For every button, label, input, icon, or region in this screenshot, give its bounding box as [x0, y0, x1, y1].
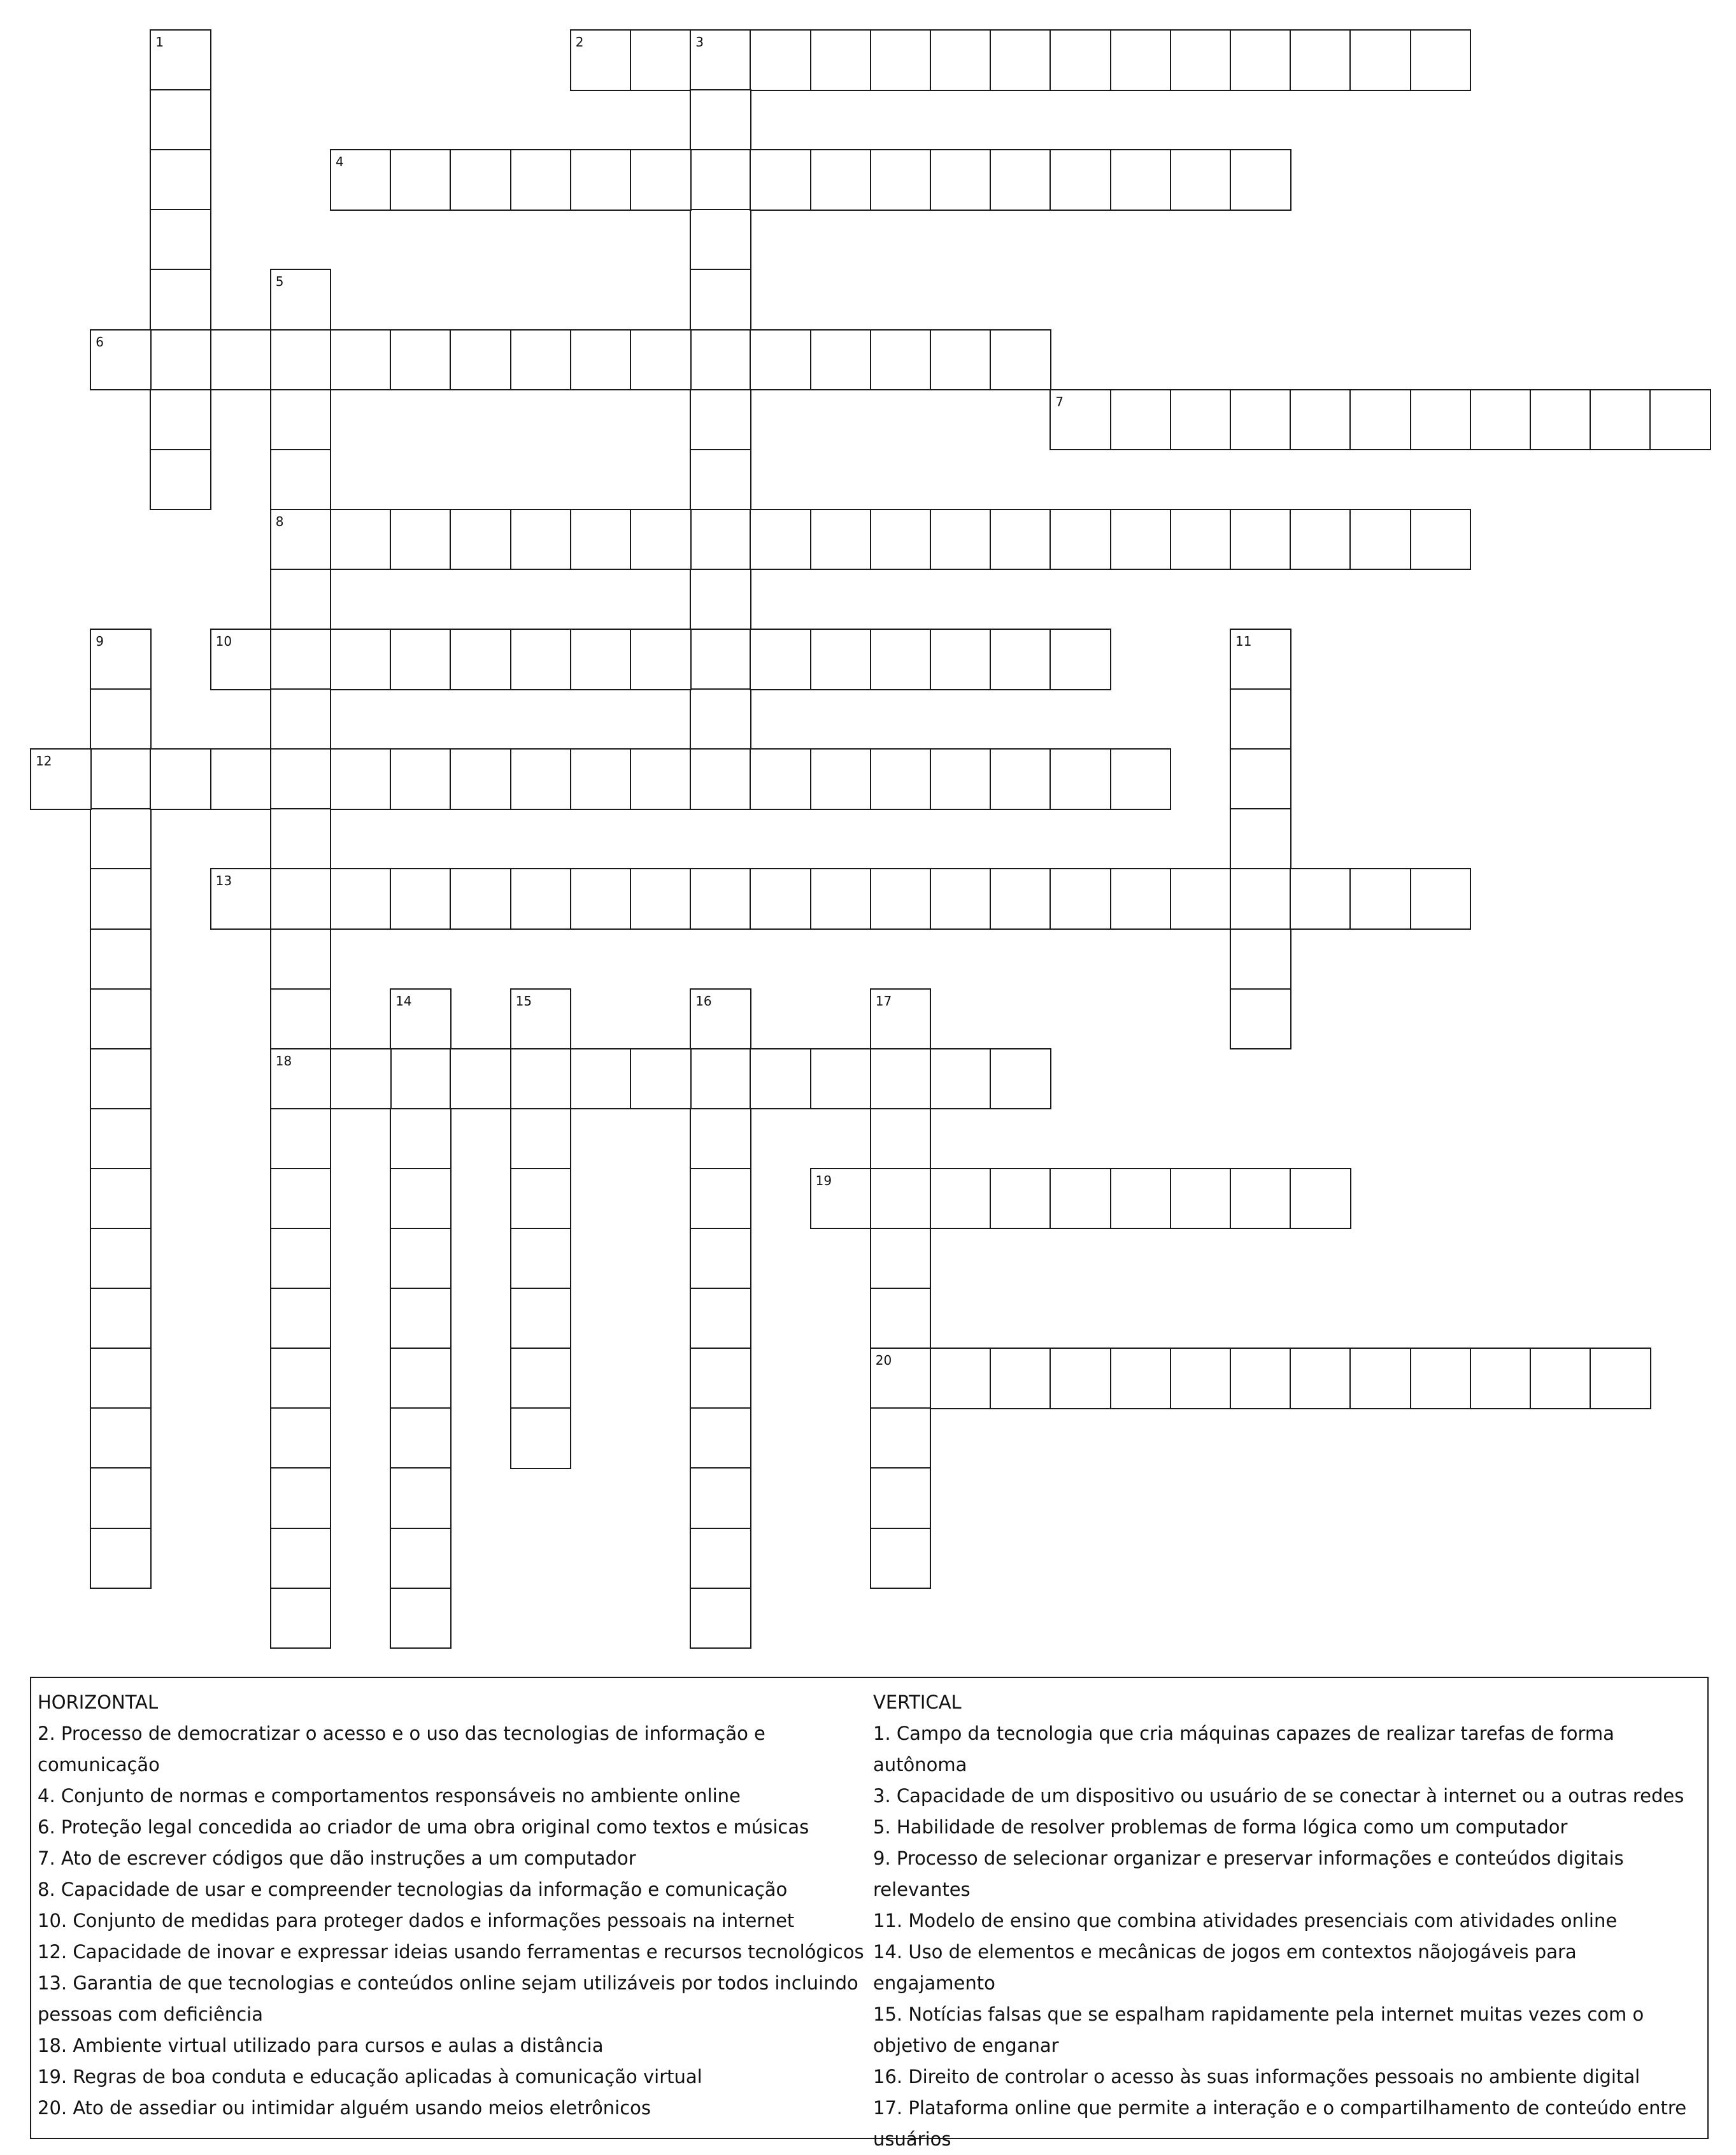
grid-cell[interactable]	[990, 748, 1051, 810]
grid-cell[interactable]	[930, 1168, 992, 1230]
grid-cell[interactable]	[870, 1228, 932, 1290]
grid-cell[interactable]	[390, 629, 452, 690]
grid-cell[interactable]	[570, 329, 632, 391]
grid-cell[interactable]	[870, 1467, 932, 1529]
down-clue: 14. Uso de elementos e mecânicas de jogos em contextos nãojogáveis para engajamento	[873, 1941, 1577, 1994]
grid-cell[interactable]	[90, 748, 152, 810]
clue-number-label: 1	[155, 34, 164, 50]
clue-number-label: 15	[515, 993, 532, 1009]
grid-cell[interactable]	[690, 748, 751, 810]
grid-cell[interactable]	[1110, 29, 1172, 91]
grid-cell[interactable]	[1049, 868, 1111, 930]
grid-cell[interactable]	[690, 1588, 751, 1649]
grid-cell[interactable]	[990, 1348, 1051, 1409]
clue-number-label: 18	[275, 1053, 292, 1069]
grid-cell[interactable]	[150, 149, 211, 211]
grid-cell[interactable]	[1110, 1168, 1172, 1230]
grid-cell[interactable]	[1049, 149, 1111, 211]
grid-cell[interactable]	[690, 1407, 751, 1469]
across-clue: 20. Ato de assediar ou intimidar alguém usando meios eletrônicos	[38, 2097, 651, 2119]
grid-cell[interactable]	[810, 1048, 872, 1110]
down-clue: 1. Campo da tecnologia que cria máquinas capazes de realizar tarefas de forma autônoma	[873, 1723, 1614, 1775]
grid-cell[interactable]	[210, 748, 272, 810]
grid-cell[interactable]	[90, 688, 152, 750]
grid-cell[interactable]	[630, 509, 692, 571]
grid-cell[interactable]	[870, 1048, 932, 1110]
grid-cell[interactable]	[1049, 1168, 1111, 1230]
grid-cell[interactable]	[1530, 389, 1591, 451]
grid-cell[interactable]	[930, 1348, 992, 1409]
across-clue: 10. Conjunto de medidas para proteger dados e informações pessoais na internet	[38, 1910, 795, 1931]
across-clues-column	[38, 1687, 865, 2124]
grid-cell[interactable]	[150, 748, 211, 810]
grid-cell[interactable]	[1110, 149, 1172, 211]
grid-cell[interactable]	[990, 1048, 1051, 1110]
clue-number-label: 2	[575, 34, 584, 50]
grid-cell[interactable]	[510, 1288, 572, 1349]
grid-cell[interactable]	[90, 1467, 152, 1529]
grid-cell[interactable]	[330, 868, 392, 930]
grid-cell[interactable]	[1110, 748, 1172, 810]
grid-cell[interactable]	[450, 868, 511, 930]
grid-cell[interactable]	[450, 149, 511, 211]
grid-cell[interactable]	[270, 449, 332, 511]
grid-cell[interactable]	[1230, 389, 1291, 451]
grid-cell[interactable]	[1170, 149, 1232, 211]
grid-cell[interactable]	[510, 629, 572, 690]
grid-cell[interactable]	[90, 1348, 152, 1409]
across-clue: 19. Regras de boa conduta e educação aplicadas à comunicação virtual	[38, 2066, 702, 2087]
grid-cell[interactable]	[990, 149, 1051, 211]
grid-cell[interactable]	[810, 748, 872, 810]
grid-cell[interactable]	[570, 629, 632, 690]
across-clue: 12. Capacidade de inovar e expressar ideias usando ferramentas e recursos tecnológicos	[38, 1941, 864, 1963]
grid-cell[interactable]	[210, 329, 272, 391]
grid-cell[interactable]	[1349, 868, 1411, 930]
grid-cell[interactable]	[690, 868, 751, 930]
grid-cell[interactable]	[450, 329, 511, 391]
grid-cell[interactable]	[510, 1348, 572, 1409]
grid-cell[interactable]	[870, 1407, 932, 1469]
clues-box	[30, 1677, 1709, 2150]
grid-cell[interactable]	[390, 1588, 452, 1649]
grid-cell[interactable]	[1290, 1168, 1351, 1230]
grid-cell[interactable]	[270, 1168, 332, 1230]
grid-cell[interactable]	[1410, 29, 1472, 91]
grid-cell[interactable]	[390, 329, 452, 391]
grid-cell[interactable]	[1349, 1348, 1411, 1409]
clue-number-label: 17	[875, 993, 892, 1009]
grid-cell[interactable]	[330, 748, 392, 810]
grid-cell[interactable]	[690, 688, 751, 750]
clue-number-label: 8	[275, 513, 284, 529]
grid-cell[interactable]	[150, 449, 211, 511]
clue-number-label: 14	[395, 993, 412, 1009]
grid-cell[interactable]	[750, 29, 811, 91]
grid-cell[interactable]	[150, 89, 211, 151]
grid-cell[interactable]	[1230, 29, 1291, 91]
grid-cell[interactable]	[330, 509, 392, 571]
grid-cell[interactable]	[930, 329, 992, 391]
grid-cell[interactable]	[1590, 1348, 1651, 1409]
across-heading: HORIZONTAL	[38, 1691, 159, 1713]
grid-cell[interactable]	[1170, 1168, 1232, 1230]
grid-cell[interactable]	[810, 149, 872, 211]
down-clue-list	[873, 1718, 1704, 2155]
grid-cell[interactable]	[90, 988, 152, 1050]
grid-cell[interactable]	[690, 389, 751, 451]
grid-cell[interactable]	[1530, 1348, 1591, 1409]
grid-cell[interactable]	[510, 1048, 572, 1110]
grid-cell[interactable]	[870, 29, 932, 91]
grid-cell[interactable]	[270, 928, 332, 990]
grid-cell[interactable]	[630, 629, 692, 690]
grid-cell[interactable]	[690, 1288, 751, 1349]
clue-number-label: 13	[215, 873, 232, 889]
grid-cell[interactable]	[90, 1108, 152, 1170]
grid-cell[interactable]	[630, 329, 692, 391]
grid-cell[interactable]	[270, 1108, 332, 1170]
grid-cell[interactable]	[990, 329, 1051, 391]
grid-cell[interactable]	[1230, 1348, 1291, 1409]
grid-cell[interactable]	[390, 1467, 452, 1529]
grid-cell[interactable]	[1410, 1348, 1472, 1409]
across-clue-list	[38, 1718, 865, 2124]
clue-number-label: 16	[695, 993, 712, 1009]
grid-cell[interactable]	[450, 1048, 511, 1110]
clue-number-label: 4	[336, 154, 344, 170]
grid-cell[interactable]	[990, 868, 1051, 930]
grid-cell[interactable]	[390, 1048, 452, 1110]
grid-cell[interactable]	[1290, 29, 1351, 91]
grid-cell[interactable]	[1170, 389, 1232, 451]
grid-cell[interactable]	[630, 29, 692, 91]
grid-cell[interactable]	[690, 1228, 751, 1290]
grid-cell[interactable]	[390, 1288, 452, 1349]
grid-cell[interactable]	[1170, 29, 1232, 91]
grid-cell[interactable]	[990, 509, 1051, 571]
grid-cell[interactable]	[1290, 509, 1351, 571]
grid-cell[interactable]	[270, 1288, 332, 1349]
across-clue: 18. Ambiente virtual utilizado para cursos e aulas a distância	[38, 2035, 604, 2056]
grid-cell[interactable]	[90, 1288, 152, 1349]
grid-cell[interactable]	[1230, 868, 1291, 930]
clue-number-label: 19	[815, 1172, 832, 1188]
grid-cell[interactable]	[330, 629, 392, 690]
grid-cell[interactable]	[450, 748, 511, 810]
grid-cell[interactable]	[330, 1048, 392, 1110]
grid-cell[interactable]	[810, 329, 872, 391]
grid-cell[interactable]	[270, 1348, 332, 1409]
grid-cell[interactable]	[390, 1228, 452, 1290]
grid-cell[interactable]	[450, 509, 511, 571]
grid-cell[interactable]	[1470, 389, 1532, 451]
grid-cell[interactable]	[690, 1168, 751, 1230]
grid-cell[interactable]	[1110, 389, 1172, 451]
grid-cell[interactable]	[870, 509, 932, 571]
grid-cell[interactable]	[1230, 748, 1291, 810]
grid-cell[interactable]	[1649, 389, 1711, 451]
grid-cell[interactable]	[870, 1108, 932, 1170]
grid-cell[interactable]	[1410, 509, 1472, 571]
across-clue: 8. Capacidade de usar e compreender tecnologias da informação e comunicação	[38, 1879, 788, 1900]
grid-cell[interactable]	[90, 1168, 152, 1230]
grid-cell[interactable]	[690, 569, 751, 630]
grid-cell[interactable]	[270, 629, 332, 690]
grid-cell[interactable]	[990, 29, 1051, 91]
down-clue: 16. Direito de controlar o acesso às suas informações pessoais no ambiente digital	[873, 2066, 1640, 2087]
clue-number-label: 5	[275, 274, 284, 290]
grid-cell[interactable]	[510, 1228, 572, 1290]
down-clues-column	[873, 1687, 1704, 2155]
grid-cell[interactable]	[690, 1108, 751, 1170]
clue-number-label: 6	[96, 334, 104, 350]
grid-cell[interactable]	[930, 149, 992, 211]
grid-cell[interactable]	[630, 149, 692, 211]
grid-cell[interactable]	[270, 569, 332, 630]
down-clue: 3. Capacidade de um dispositivo ou usuário de se conectar à internet ou a outras redes	[873, 1785, 1684, 1807]
grid-cell[interactable]	[870, 868, 932, 930]
grid-cell[interactable]	[390, 1528, 452, 1590]
grid-cell[interactable]	[1230, 928, 1291, 990]
grid-cell[interactable]	[570, 868, 632, 930]
grid-cell[interactable]	[1290, 1348, 1351, 1409]
grid-cell[interactable]	[570, 1048, 632, 1110]
down-heading: VERTICAL	[873, 1691, 962, 1713]
down-clue: 15. Notícias falsas que se espalham rapidamente pela internet muitas vezes com o objetivo de enganar	[873, 2003, 1644, 2056]
grid-cell[interactable]	[150, 329, 211, 391]
clue-number-label: 11	[1235, 634, 1252, 649]
grid-cell[interactable]	[510, 149, 572, 211]
grid-cell[interactable]	[990, 1168, 1051, 1230]
grid-cell[interactable]	[270, 1228, 332, 1290]
grid-cell[interactable]	[690, 1048, 751, 1110]
grid-cell[interactable]	[810, 629, 872, 690]
grid-cell[interactable]	[690, 629, 751, 690]
grid-cell[interactable]	[390, 1348, 452, 1409]
grid-cell[interactable]	[390, 868, 452, 930]
grid-cell[interactable]	[1049, 748, 1111, 810]
grid-cell[interactable]	[570, 509, 632, 571]
grid-cell[interactable]	[1290, 868, 1351, 930]
grid-cell[interactable]	[690, 269, 751, 331]
grid-cell[interactable]	[870, 1168, 932, 1230]
grid-cell[interactable]	[870, 1288, 932, 1349]
grid-cell[interactable]	[150, 209, 211, 271]
across-clue: 2. Processo de democratizar o acesso e o uso das tecnologias de informação e comunicação	[38, 1723, 765, 1775]
grid-cell[interactable]	[690, 89, 751, 151]
grid-cell[interactable]	[630, 748, 692, 810]
grid-cell[interactable]	[90, 1407, 152, 1469]
grid-cell[interactable]	[1110, 1348, 1172, 1409]
grid-cell[interactable]	[1230, 149, 1291, 211]
grid-cell[interactable]	[1230, 688, 1291, 750]
grid-cell[interactable]	[1230, 509, 1291, 571]
clue-number-label: 9	[96, 634, 104, 649]
clue-number-label: 10	[215, 634, 232, 649]
grid-cell[interactable]	[1410, 389, 1472, 451]
grid-cell[interactable]	[270, 1588, 332, 1649]
grid-cell[interactable]	[930, 868, 992, 930]
grid-cell[interactable]	[510, 1168, 572, 1230]
grid-cell[interactable]	[1290, 389, 1351, 451]
clue-number-label: 3	[695, 34, 704, 50]
grid-cell[interactable]	[270, 329, 332, 391]
grid-cell[interactable]	[690, 149, 751, 211]
down-clue: 17. Plataforma online que permite a interação e o compartilhamento de conteúdo entre usuários	[873, 2097, 1687, 2150]
grid-cell[interactable]	[750, 329, 811, 391]
grid-cell[interactable]	[390, 149, 452, 211]
grid-cell[interactable]	[390, 1168, 452, 1230]
grid-cell[interactable]	[1110, 509, 1172, 571]
grid-cell[interactable]	[570, 748, 632, 810]
grid-cell[interactable]	[930, 509, 992, 571]
grid-cell[interactable]	[1049, 509, 1111, 571]
grid-cell[interactable]	[630, 1048, 692, 1110]
grid-cell[interactable]	[450, 629, 511, 690]
grid-cell[interactable]	[750, 149, 811, 211]
grid-cell[interactable]	[510, 748, 572, 810]
grid-cell[interactable]	[690, 509, 751, 571]
grid-cell[interactable]	[90, 1048, 152, 1110]
grid-cell[interactable]	[570, 149, 632, 211]
grid-cell[interactable]	[1230, 808, 1291, 870]
grid-cell[interactable]	[90, 868, 152, 930]
grid-cell[interactable]	[810, 29, 872, 91]
grid-cell[interactable]	[510, 329, 572, 391]
grid-cell[interactable]	[930, 748, 992, 810]
clue-number-label: 20	[875, 1353, 892, 1369]
grid-cell[interactable]	[90, 808, 152, 870]
grid-cell[interactable]	[1170, 868, 1232, 930]
grid-cell[interactable]	[510, 509, 572, 571]
grid-cell[interactable]	[1170, 509, 1232, 571]
down-clue: 11. Modelo de ensino que combina atividades presenciais com atividades online	[873, 1910, 1618, 1931]
grid-cell[interactable]	[750, 868, 811, 930]
grid-cell[interactable]	[690, 1348, 751, 1409]
grid-cell[interactable]	[870, 748, 932, 810]
grid-cell[interactable]	[270, 1528, 332, 1590]
clue-number-label: 7	[1055, 394, 1064, 409]
grid-cell[interactable]	[750, 509, 811, 571]
grid-cell[interactable]	[930, 1048, 992, 1110]
down-clue: 9. Processo de selecionar organizar e preservar informações e conteúdos digitais relevantes	[873, 1847, 1624, 1900]
grid-cell[interactable]	[330, 329, 392, 391]
grid-cell[interactable]	[1049, 29, 1111, 91]
grid-cell[interactable]	[510, 1108, 572, 1170]
grid-cell[interactable]	[1110, 868, 1172, 930]
across-clue: 7. Ato de escrever códigos que dão instruções a um computador	[38, 1847, 636, 1869]
grid-cell[interactable]	[990, 629, 1051, 690]
across-clue: 6. Proteção legal concedida ao criador de uma obra original como textos e músicas	[38, 1816, 809, 1838]
grid-cell[interactable]	[90, 1228, 152, 1290]
grid-cell[interactable]	[90, 1528, 152, 1590]
grid-cell[interactable]	[390, 1108, 452, 1170]
grid-cell[interactable]	[1410, 868, 1472, 930]
grid-cell[interactable]	[1590, 389, 1651, 451]
grid-cell[interactable]	[1230, 1168, 1291, 1230]
grid-cell[interactable]	[690, 209, 751, 271]
grid-cell[interactable]	[810, 509, 872, 571]
grid-cell[interactable]	[630, 868, 692, 930]
clue-number-label: 12	[36, 753, 52, 769]
grid-cell[interactable]	[1049, 629, 1111, 690]
grid-cell[interactable]	[270, 988, 332, 1050]
grid-cell[interactable]	[690, 449, 751, 511]
grid-cell[interactable]	[390, 1407, 452, 1469]
grid-cell[interactable]	[870, 1528, 932, 1590]
grid-cell[interactable]	[270, 748, 332, 810]
grid-cell[interactable]	[510, 1407, 572, 1469]
across-clue: 4. Conjunto de normas e comportamentos responsáveis no ambiente online	[38, 1785, 741, 1807]
grid-cell[interactable]	[270, 1407, 332, 1469]
grid-cell[interactable]	[930, 629, 992, 690]
grid-cell[interactable]	[1349, 389, 1411, 451]
grid-cell[interactable]	[270, 1467, 332, 1529]
grid-cell[interactable]	[690, 329, 751, 391]
grid-cell[interactable]	[150, 389, 211, 451]
grid-cell[interactable]	[510, 868, 572, 930]
grid-cell[interactable]	[1170, 1348, 1232, 1409]
grid-cell[interactable]	[870, 629, 932, 690]
grid-cell[interactable]	[1349, 509, 1411, 571]
grid-cell[interactable]	[690, 1467, 751, 1529]
grid-cell[interactable]	[90, 928, 152, 990]
grid-cell[interactable]	[690, 1528, 751, 1590]
grid-cell[interactable]	[270, 389, 332, 451]
grid-cell[interactable]	[1470, 1348, 1532, 1409]
grid-cell[interactable]	[1349, 29, 1411, 91]
grid-cell[interactable]	[150, 269, 211, 331]
grid-cell[interactable]	[930, 29, 992, 91]
grid-cell[interactable]	[390, 509, 452, 571]
across-clue: 13. Garantia de que tecnologias e conteúdos online sejam utilizáveis por todos incluindo pessoas com deficiência	[38, 1972, 858, 2025]
grid-cell[interactable]	[390, 748, 452, 810]
grid-cell[interactable]	[750, 629, 811, 690]
grid-cell[interactable]	[270, 808, 332, 870]
grid-cell[interactable]	[870, 149, 932, 211]
grid-cell[interactable]	[750, 1048, 811, 1110]
grid-cell[interactable]	[870, 329, 932, 391]
grid-cell[interactable]	[1049, 1348, 1111, 1409]
grid-cell[interactable]	[1230, 988, 1291, 1050]
grid-cell[interactable]	[750, 748, 811, 810]
down-clue: 5. Habilidade de resolver problemas de forma lógica como um computador	[873, 1816, 1568, 1838]
grid-cell[interactable]	[270, 688, 332, 750]
grid-cell[interactable]	[810, 868, 872, 930]
grid-cell[interactable]	[270, 868, 332, 930]
